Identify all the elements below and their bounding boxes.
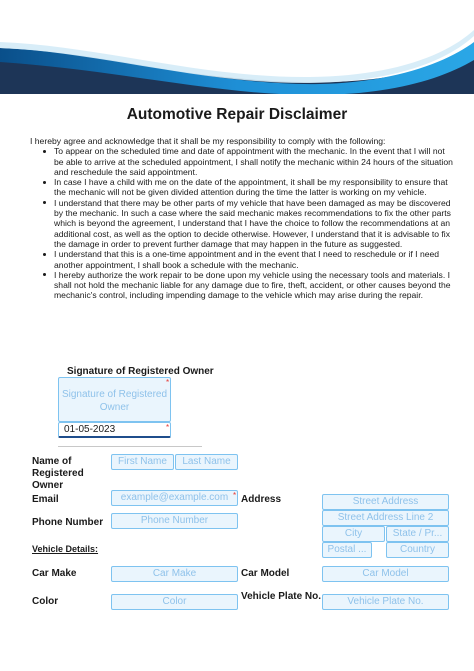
color-label: Color <box>32 596 59 607</box>
date-field[interactable]: 01-05-2023 <box>58 422 171 438</box>
date-required-mark: * <box>166 423 170 432</box>
document-title: Automotive Repair Disclaimer <box>126 106 348 123</box>
signature-pad[interactable]: Signature of Registered Owner <box>58 377 171 422</box>
disclaimer-body <box>30 136 454 301</box>
first-name-input[interactable]: First Name <box>111 454 174 470</box>
street-address-line2-input[interactable]: Street Address Line 2 <box>322 510 449 526</box>
street-address-input[interactable]: Street Address <box>322 494 449 510</box>
car-make-label: Car Make <box>32 568 77 579</box>
clause-item: I hereby authorize the work repair to be done upon my vehicle using the necessary tools and materials. I shall not hold the mechanic liable for any damage due to fire, theft, accident, or other causes beyond the mechanic's control, including impending damage to the vehicle which may arise during the repair. <box>54 270 454 301</box>
vehicle-details-heading: Vehicle Details: <box>32 544 99 554</box>
clause-item: I understand that there may be other parts of my vehicle that have been damaged as may be discovered by the mechanic. In such a case where the said mechanic makes recommendations to fix the other parts which is beyond the agreement, I understand that I have the choice to follow the recommendations at an additional cost, as well as the option to decide otherwise. However, I understand that it is advisable to fix the damage in order to prevent further damage that may happen in the future as suggested. <box>54 198 454 249</box>
intro-text: I hereby agree and acknowledge that it shall be my responsibility to comply with the following: <box>30 136 386 146</box>
signature-required-mark: * <box>166 378 170 387</box>
clause-item: In case I have a child with me on the date of the appointment, it shall be my responsibility to ensure that the mechanic will not be given divided attention during the time the latter is working on my vehicle. <box>54 177 454 198</box>
clause-item: I understand that this is a one-time appointment and in the event that I need to reschedule or if I need another appointment, I shall book a schedule with the mechanic. <box>54 249 454 270</box>
address-label: Address <box>241 494 282 505</box>
email-label: Email <box>32 494 59 505</box>
car-make-input[interactable]: Car Make <box>111 566 238 582</box>
postal-code-input[interactable]: Postal ... <box>322 542 372 558</box>
car-model-input[interactable]: Car Model <box>322 566 449 582</box>
name-label: Name of Registered Owner <box>32 456 84 491</box>
phone-input[interactable]: Phone Number <box>111 513 238 529</box>
city-input[interactable]: City <box>322 526 385 542</box>
signature-label: Signature of Registered Owner <box>67 366 214 377</box>
divider <box>58 446 202 447</box>
country-select[interactable]: Country <box>386 542 449 558</box>
email-required-mark: * <box>233 491 237 500</box>
state-input[interactable]: State / Pr... <box>386 526 449 542</box>
clause-item: To appear on the scheduled time and date of appointment with the mechanic. In the event that I will not be able to arrive at the scheduled appointment, I shall notify the mechanic within 24 hours of the situation and reschedule the said appointment. <box>54 146 453 177</box>
color-input[interactable]: Color <box>111 594 238 610</box>
header-banner <box>0 0 474 100</box>
phone-label: Phone Number <box>32 517 104 528</box>
plate-input[interactable]: Vehicle Plate No. <box>322 594 449 610</box>
clause-list <box>30 146 454 300</box>
email-input[interactable]: example@example.com <box>111 490 238 506</box>
plate-label: Vehicle Plate No. <box>241 591 322 602</box>
last-name-input[interactable]: Last Name <box>175 454 238 470</box>
car-model-label: Car Model <box>241 568 290 579</box>
